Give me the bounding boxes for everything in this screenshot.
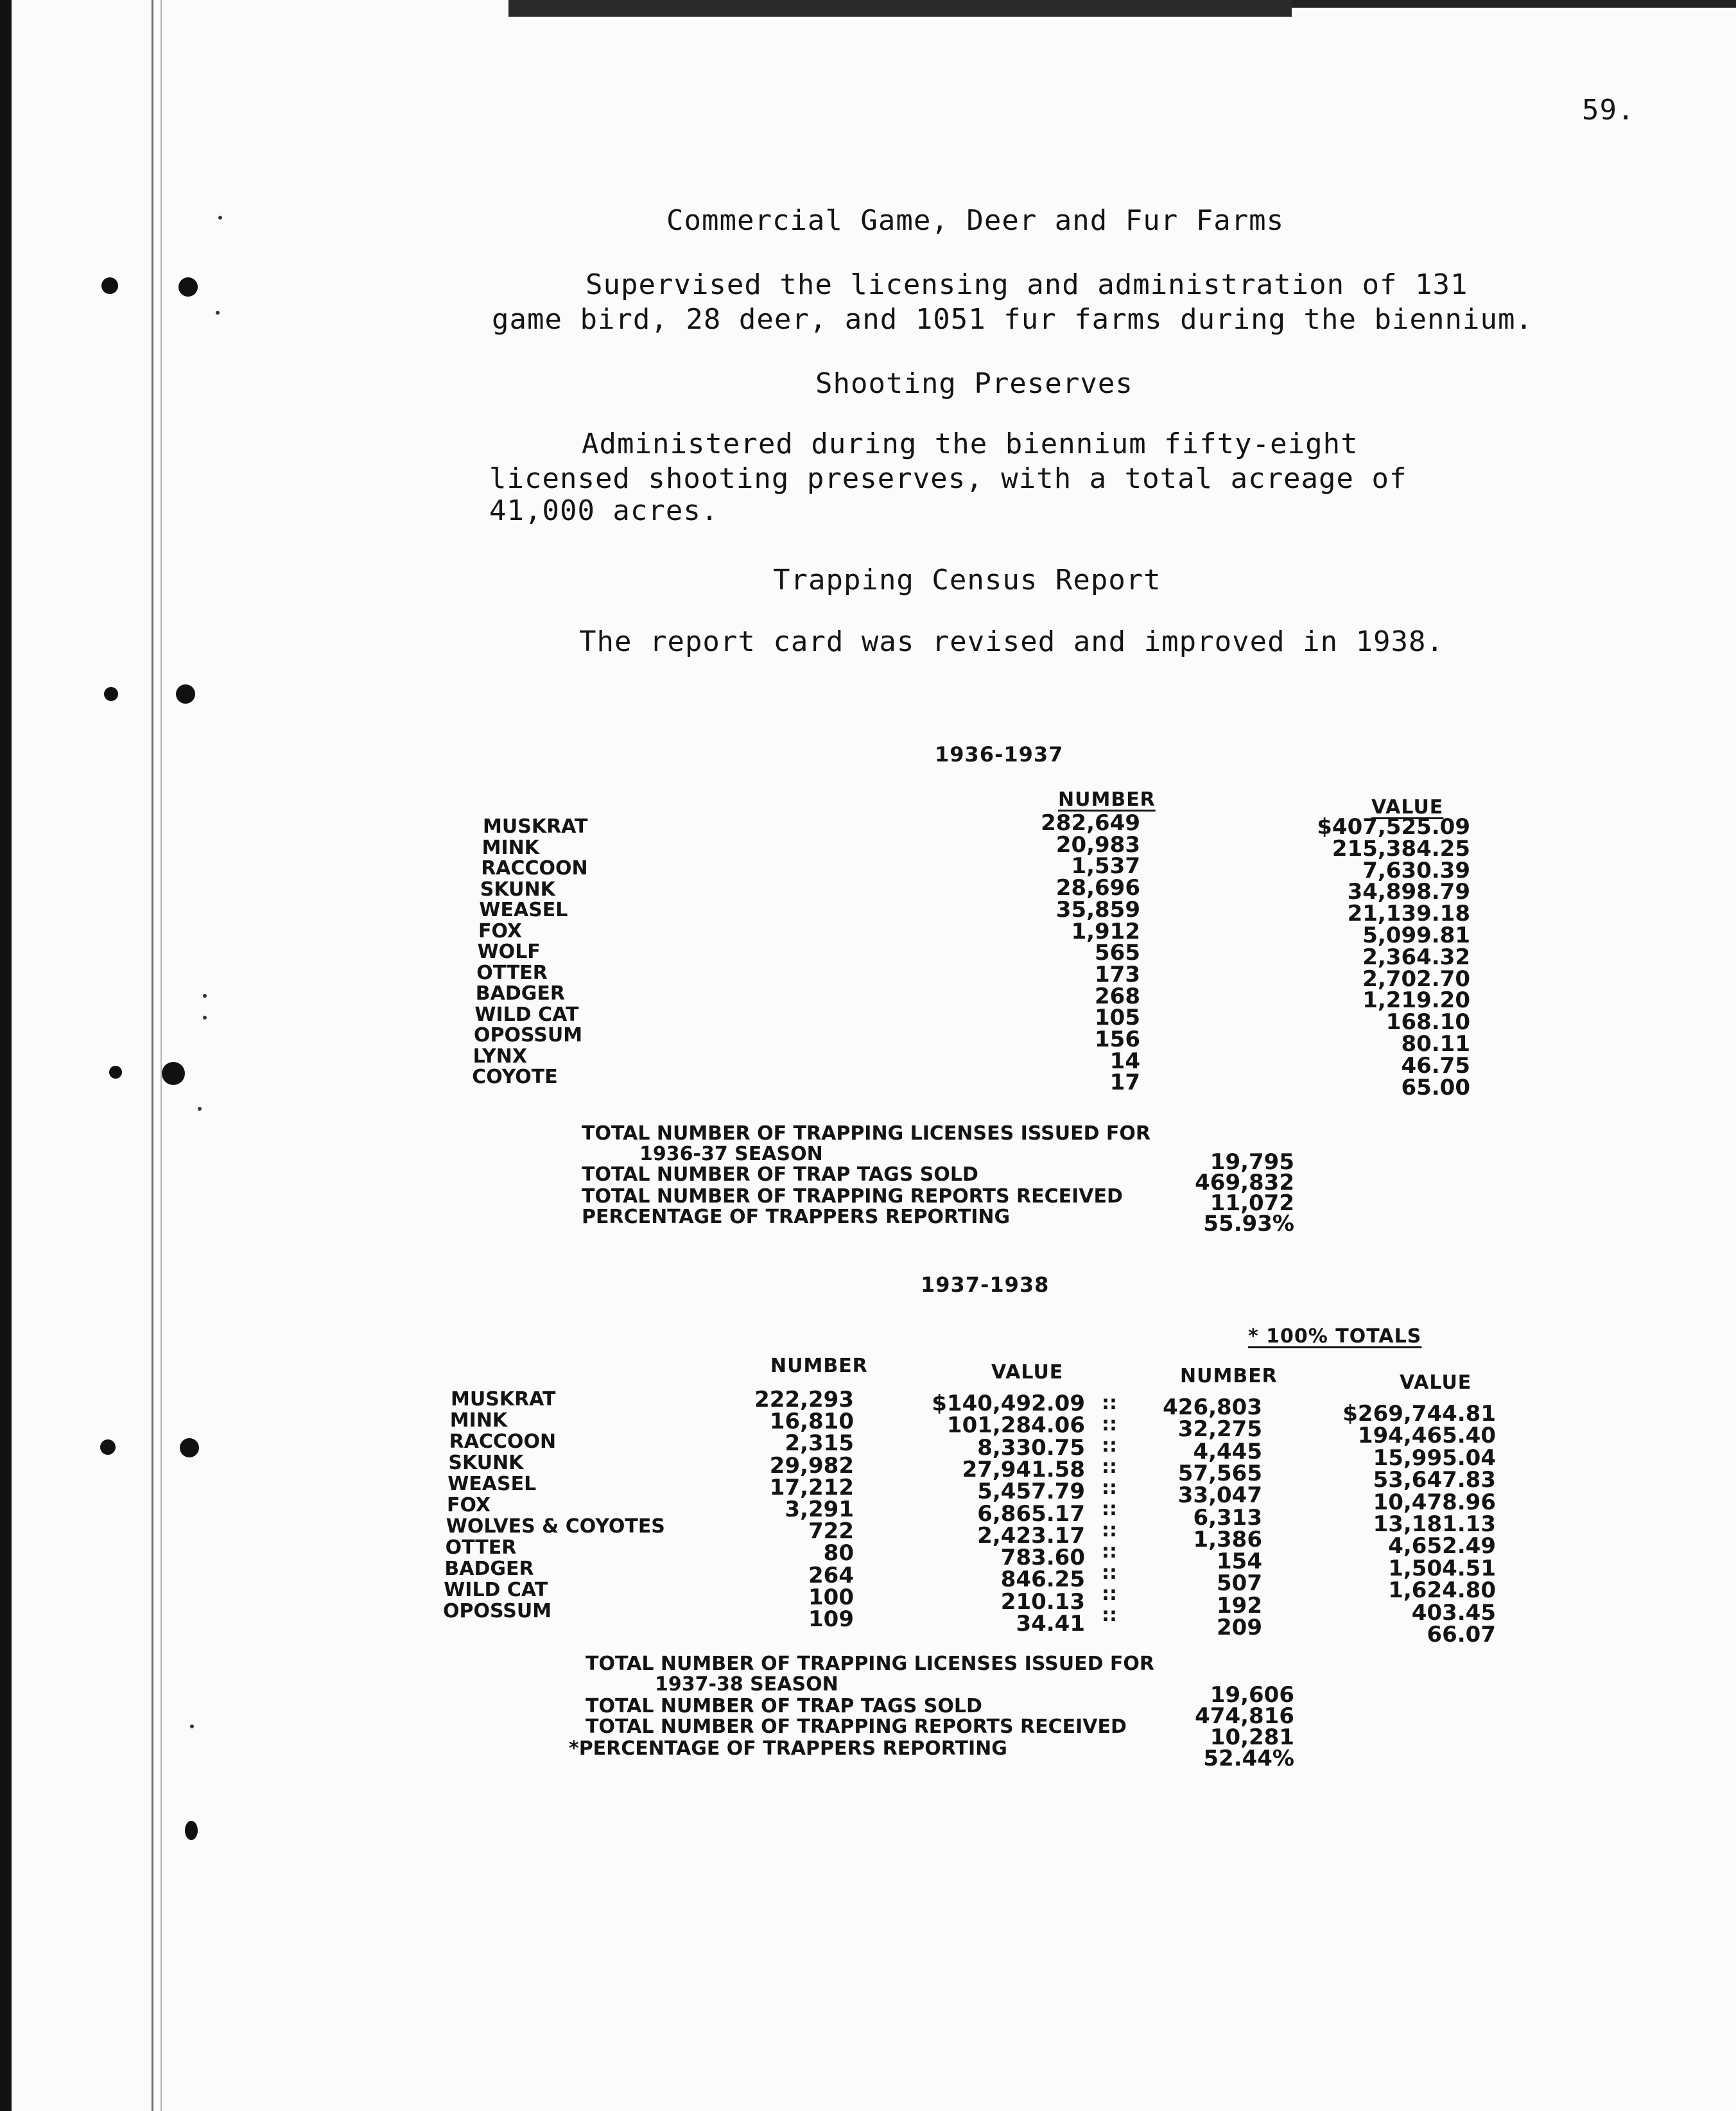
value-cell: 168.10 — [1385, 1009, 1470, 1036]
farms-text-line-2: game bird, 28 deer, and 1051 fur farms during the biennium. — [492, 303, 1533, 336]
farms-text-line-1: Supervised the licensing and administration of 131 — [586, 268, 1468, 301]
page-fold-line-secondary — [161, 0, 162, 2111]
column-separator: :: — [1102, 1455, 1117, 1478]
scan-edge-top — [508, 0, 1292, 17]
animal-label: WEASEL — [479, 899, 568, 921]
totals-label: PERCENTAGE OF TRAPPERS REPORTING — [582, 1206, 1011, 1228]
page-fold-line — [152, 0, 153, 2111]
punch-hole — [178, 277, 198, 297]
number-cell: 80 — [823, 1540, 854, 1567]
value-total-cell: 10,478.96 — [1373, 1489, 1496, 1515]
column-separator: :: — [1102, 1477, 1117, 1499]
number-cell: 20,983 — [1055, 831, 1140, 858]
column-separator: :: — [1102, 1519, 1117, 1542]
scan-edge-top-right — [1292, 0, 1736, 8]
table-1937-title: 1937-1938 — [921, 1273, 1050, 1297]
value-total-cell: 13,181.13 — [1373, 1511, 1496, 1537]
number-cell: 3,291 — [785, 1497, 854, 1522]
animal-label: WILD CAT — [444, 1579, 548, 1601]
col-header-value: VALUE — [991, 1361, 1064, 1384]
farms-heading: Commercial Game, Deer and Fur Farms — [666, 204, 1285, 237]
totals-label: TOTAL NUMBER OF TRAPPING REPORTS RECEIVED — [582, 1185, 1123, 1208]
value-cell: 46.75 — [1401, 1052, 1470, 1079]
column-separator: :: — [1102, 1583, 1117, 1605]
value-cell: 6,865.17 — [977, 1500, 1085, 1527]
value-cell: 2,423.17 — [977, 1522, 1085, 1549]
totals-value: 19,606 — [1210, 1682, 1294, 1708]
totals-value: 469,832 — [1195, 1170, 1294, 1195]
number-cell: 156 — [1095, 1027, 1140, 1052]
totals-value: 19,795 — [1210, 1149, 1294, 1175]
number-total-cell: 6,313 — [1193, 1504, 1262, 1531]
animal-label: RACCOON — [449, 1430, 557, 1453]
totals-value: 11,072 — [1210, 1190, 1294, 1216]
number-cell: 105 — [1095, 1005, 1140, 1031]
value-total-cell: 53,647.83 — [1373, 1467, 1496, 1493]
page-number: 59. — [1582, 94, 1635, 126]
value-cell: $407,525.09 — [1317, 814, 1470, 840]
value-cell: 2,364.32 — [1362, 944, 1470, 970]
number-cell: 565 — [1095, 940, 1140, 966]
totals-label: 1936-37 SEASON — [639, 1143, 823, 1165]
number-cell: 29,982 — [769, 1452, 854, 1479]
value-cell: 215,384.25 — [1332, 835, 1470, 862]
punch-hole — [109, 1066, 122, 1079]
value-cell: 101,284.06 — [946, 1412, 1085, 1439]
value-cell: 5,099.81 — [1362, 923, 1470, 948]
speck — [203, 994, 207, 998]
column-separator: :: — [1102, 1434, 1117, 1457]
census-text: The report card was revised and improved in 1938. — [579, 625, 1445, 658]
animal-label: MINK — [449, 1409, 508, 1432]
preserves-text-line-1: Administered during the biennium fifty-eight — [582, 428, 1358, 460]
speck — [218, 216, 222, 220]
number-cell: 14 — [1109, 1048, 1140, 1074]
value-cell: $140,492.09 — [932, 1391, 1085, 1416]
column-separator: :: — [1102, 1561, 1117, 1584]
animal-label: OTTER — [476, 961, 548, 984]
animal-label: COYOTE — [472, 1066, 558, 1088]
number-cell: 1,912 — [1071, 918, 1140, 944]
value-cell: 34.41 — [1016, 1611, 1085, 1637]
animal-label: MUSKRAT — [451, 1388, 556, 1411]
value-total-cell: 1,504.51 — [1388, 1555, 1496, 1581]
col-header-value-total: VALUE — [1400, 1371, 1472, 1394]
value-total-cell: 66.07 — [1427, 1622, 1496, 1647]
value-cell: 2,702.70 — [1362, 966, 1470, 992]
value-total-cell: $269,744.81 — [1342, 1401, 1496, 1427]
column-separator: :: — [1102, 1498, 1117, 1520]
animal-label: WEASEL — [447, 1473, 537, 1495]
animal-label: MINK — [482, 836, 539, 859]
number-cell: 35,859 — [1055, 896, 1140, 923]
number-cell: 2,315 — [785, 1430, 854, 1457]
col-header-number-total: NUMBER — [1180, 1365, 1278, 1387]
animal-label: LYNX — [473, 1045, 527, 1068]
punch-hole — [100, 1439, 116, 1455]
totals-label: TOTAL NUMBER OF TRAPPING LICENSES ISSUED FOR — [582, 1122, 1151, 1145]
punch-hole — [101, 277, 118, 294]
number-total-cell: 57,565 — [1177, 1460, 1262, 1486]
preserves-text-line-3: 41,000 acres. — [489, 494, 719, 527]
col-header-number: NUMBER — [770, 1355, 868, 1377]
column-separator: :: — [1102, 1413, 1117, 1436]
animal-label: FOX — [447, 1494, 491, 1516]
number-cell: 1,537 — [1071, 853, 1140, 880]
column-separator: :: — [1102, 1604, 1117, 1626]
animal-label: SKUNK — [448, 1452, 524, 1474]
number-cell: 282,649 — [1041, 810, 1140, 836]
animal-label: WOLVES & COYOTES — [446, 1515, 665, 1538]
number-cell: 722 — [808, 1518, 854, 1545]
speck — [198, 1107, 202, 1111]
totals-label: TOTAL NUMBER OF TRAPPING REPORTS RECEIVED — [586, 1716, 1127, 1738]
punch-hole — [176, 684, 195, 704]
number-cell: 222,293 — [754, 1387, 854, 1412]
value-cell: 21,139.18 — [1347, 901, 1470, 927]
animal-label: BADGER — [475, 982, 566, 1005]
number-cell: 16,810 — [769, 1409, 854, 1435]
value-total-cell: 4,652.49 — [1388, 1533, 1496, 1559]
value-cell: 846.25 — [1000, 1567, 1085, 1593]
value-total-cell: 1,624.80 — [1388, 1577, 1496, 1604]
punch-hole — [104, 687, 118, 701]
value-cell: 1,219.20 — [1362, 987, 1470, 1014]
value-cell: 8,330.75 — [977, 1434, 1085, 1461]
totals-value: 52.44% — [1203, 1746, 1294, 1771]
totals-value: 474,816 — [1195, 1703, 1294, 1729]
animal-label: RACCOON — [481, 857, 588, 880]
speck — [190, 1724, 194, 1728]
number-total-cell: 209 — [1217, 1615, 1262, 1640]
animal-label: OPOSSUM — [443, 1600, 552, 1622]
column-separator: :: — [1102, 1540, 1117, 1563]
number-cell: 100 — [808, 1584, 854, 1610]
animal-label: WOLF — [477, 941, 541, 963]
value-cell: 210.13 — [1000, 1588, 1085, 1615]
number-total-cell: 4,445 — [1193, 1438, 1262, 1464]
col-header-number: NUMBER — [1058, 788, 1156, 811]
value-cell: 5,457.79 — [977, 1479, 1085, 1505]
number-cell: 17,212 — [769, 1474, 854, 1500]
value-cell: 783.60 — [1000, 1545, 1085, 1571]
totals-value: 10,281 — [1210, 1724, 1294, 1750]
page-edge — [0, 0, 12, 2111]
number-cell: 28,696 — [1055, 875, 1140, 901]
speck — [216, 311, 220, 315]
totals-heading: * 100% TOTALS — [1248, 1325, 1422, 1348]
value-total-cell: 15,995.04 — [1373, 1445, 1496, 1471]
number-total-cell: 1,386 — [1193, 1526, 1262, 1552]
value-cell: 34,898.79 — [1347, 879, 1470, 905]
animal-label: MUSKRAT — [483, 815, 588, 838]
number-cell: 17 — [1109, 1070, 1140, 1096]
punch-hole — [180, 1438, 199, 1457]
animal-label: OPOSSUM — [474, 1024, 583, 1047]
value-total-cell: 194,465.40 — [1357, 1423, 1496, 1449]
speck — [203, 1016, 207, 1020]
totals-label: *PERCENTAGE OF TRAPPERS REPORTING — [569, 1737, 1007, 1760]
number-cell: 173 — [1095, 961, 1140, 987]
number-total-cell: 154 — [1217, 1549, 1262, 1575]
animal-label: WILD CAT — [474, 1003, 579, 1026]
value-cell: 27,941.58 — [962, 1456, 1085, 1482]
number-total-cell: 507 — [1217, 1570, 1262, 1597]
number-cell: 268 — [1095, 983, 1140, 1009]
punch-hole — [185, 1821, 198, 1840]
value-cell: 80.11 — [1401, 1031, 1470, 1057]
preserves-text-line-2: licensed shooting preserves, with a total acreage of — [489, 462, 1407, 495]
number-cell: 109 — [808, 1606, 854, 1632]
totals-label: 1937-38 SEASON — [655, 1673, 838, 1696]
column-separator: :: — [1102, 1392, 1117, 1414]
animal-label: SKUNK — [480, 878, 555, 901]
animal-label: OTTER — [445, 1536, 517, 1559]
totals-label: TOTAL NUMBER OF TRAP TAGS SOLD — [586, 1695, 982, 1717]
value-total-cell: 403.45 — [1411, 1599, 1496, 1626]
totals-label: TOTAL NUMBER OF TRAPPING LICENSES ISSUED FOR — [586, 1653, 1155, 1675]
number-total-cell: 192 — [1217, 1592, 1262, 1619]
number-total-cell: 426,803 — [1163, 1394, 1262, 1420]
animal-label: FOX — [478, 919, 523, 943]
census-heading: Trapping Census Report — [773, 564, 1161, 596]
totals-label: TOTAL NUMBER OF TRAP TAGS SOLD — [582, 1163, 978, 1186]
number-total-cell: 32,275 — [1177, 1416, 1262, 1443]
totals-value: 55.93% — [1203, 1211, 1294, 1237]
col-header-value: VALUE — [1371, 796, 1444, 819]
number-total-cell: 33,047 — [1177, 1482, 1262, 1509]
punch-hole — [162, 1062, 185, 1085]
number-cell: 264 — [808, 1562, 854, 1588]
preserves-heading: Shooting Preserves — [815, 367, 1133, 400]
animal-label: BADGER — [444, 1558, 534, 1580]
table-1936-title: 1936-1937 — [935, 742, 1064, 767]
value-cell: 7,630.39 — [1362, 857, 1470, 883]
value-cell: 65.00 — [1401, 1074, 1470, 1100]
